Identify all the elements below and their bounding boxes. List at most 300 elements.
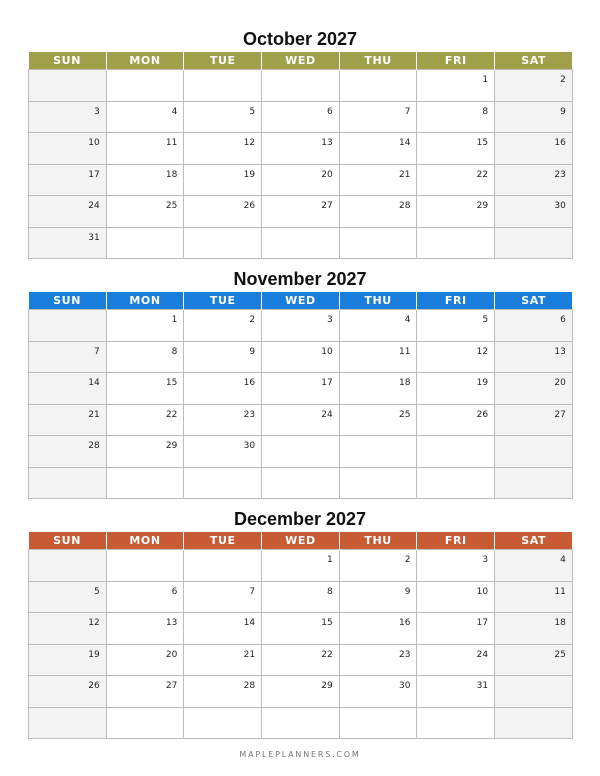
day-cell [495,404,573,436]
day-number [184,228,261,233]
day-cell [106,404,184,436]
day-number: 19 [88,649,100,660]
week-row [29,196,573,228]
day-cell [262,644,340,676]
week-row [29,581,573,613]
day-cell [495,467,573,499]
day-cell [417,196,495,228]
day-number: 3 [482,555,489,565]
day-cell [106,373,184,405]
weekday-header: SUN [29,532,107,550]
day-number: 16 [243,378,256,388]
day-cell [29,676,107,708]
day-number [184,550,261,555]
day-cell [495,373,573,405]
day-number: 30 [398,681,411,691]
weekday-header: TUE [184,532,262,550]
day-number: 11 [165,138,178,148]
day-cell [184,404,262,436]
day-cell [262,133,340,165]
day-cell [339,467,417,499]
day-cell [29,227,107,259]
day-number: 7 [249,586,256,597]
day-number [340,708,417,713]
day-cell [417,101,495,133]
day-cell [339,676,417,708]
day-number: 17 [321,378,333,388]
day-number: 12 [243,138,256,148]
day-cell [262,676,340,708]
day-cell [339,70,417,102]
week-row [29,101,573,133]
day-cell [495,707,573,739]
day-number: 19 [243,169,256,180]
day-cell [29,133,107,165]
day-cell [29,707,107,739]
day-number [107,708,184,713]
day-number [340,436,417,441]
day-cell [339,404,417,436]
day-cell [29,373,107,405]
weekday-header-row [29,292,573,310]
day-number [495,676,572,681]
day-cell [417,436,495,468]
day-cell [495,436,573,468]
day-number: 17 [88,169,100,180]
week-row [29,373,573,405]
day-cell [29,550,107,582]
day-cell [339,373,417,405]
day-cell [106,581,184,613]
day-number: 31 [88,232,100,243]
month-title: November 2027 [233,269,367,289]
day-number [107,468,184,473]
day-cell [417,404,495,436]
day-number [184,70,261,75]
day-cell [417,133,495,165]
day-cell [339,644,417,676]
day-cell [339,436,417,468]
day-cell [417,373,495,405]
day-cell [262,373,340,405]
day-number: 4 [171,106,178,117]
day-number: 25 [554,649,566,660]
day-number: 26 [476,409,489,420]
day-number: 8 [171,346,178,357]
day-cell [184,310,262,342]
week-row [29,436,573,468]
day-cell [184,164,262,196]
month-grid [28,532,573,739]
day-number: 1 [482,75,489,85]
day-cell [417,613,495,645]
week-row [29,707,573,739]
day-cell [262,613,340,645]
day-cell [29,404,107,436]
day-number [417,468,494,473]
day-number: 14 [243,618,256,628]
weekday-header: SAT [495,292,573,310]
day-number: 18 [398,378,411,388]
day-number: 19 [476,378,489,388]
day-cell [339,341,417,373]
day-number: 20 [321,169,333,180]
day-number: 18 [554,618,566,628]
day-cell [106,341,184,373]
day-number: 15 [165,378,178,388]
week-row [29,70,573,102]
day-cell [106,676,184,708]
day-number: 29 [165,441,178,451]
day-cell [262,227,340,259]
day-number: 4 [560,555,566,565]
day-cell [262,101,340,133]
weekday-header: MON [106,532,184,550]
day-cell [417,164,495,196]
day-cell [29,467,107,499]
day-number [495,708,572,713]
day-cell [106,70,184,102]
weekday-header-row [29,52,573,70]
week-row [29,644,573,676]
day-number: 28 [243,681,256,691]
day-cell [29,581,107,613]
day-cell [29,70,107,102]
day-number: 25 [398,409,411,420]
day-cell [29,341,107,373]
day-number: 1 [171,315,178,325]
month-title: October 2027 [242,29,358,49]
day-cell [29,101,107,133]
day-number: 1 [327,555,333,565]
day-number: 2 [560,75,566,85]
day-cell [184,436,262,468]
day-number [29,468,106,473]
day-cell [417,227,495,259]
day-number: 5 [482,315,489,325]
week-row [29,341,573,373]
month-calendar [28,506,572,739]
weekday-header: WED [262,292,340,310]
day-number: 2 [404,555,411,565]
month-grid [28,52,573,259]
day-cell [495,227,573,259]
day-number: 6 [171,586,178,597]
day-cell [417,676,495,708]
day-number: 25 [165,201,178,211]
day-cell [262,70,340,102]
weekday-header: THU [339,532,417,550]
day-number: 8 [482,106,489,117]
day-cell [339,550,417,582]
day-number [107,70,184,75]
day-number: 5 [249,106,256,117]
day-number: 23 [554,169,566,180]
day-number: 17 [476,618,489,628]
day-cell [106,101,184,133]
day-cell [184,341,262,373]
day-cell [495,310,573,342]
weekday-header: TUE [184,292,262,310]
day-number: 9 [404,586,411,597]
day-cell [29,644,107,676]
day-number: 26 [243,201,256,211]
day-cell [495,133,573,165]
day-cell [339,613,417,645]
day-number: 24 [88,201,100,211]
day-number [29,310,106,315]
day-cell [29,613,107,645]
day-number: 23 [243,409,256,420]
day-cell [417,581,495,613]
month-calendar [28,266,572,499]
day-number: 9 [560,106,566,117]
day-number [184,468,261,473]
day-number [262,436,339,441]
day-number: 3 [327,315,333,325]
week-row [29,227,573,259]
day-number [495,468,572,473]
day-number: 7 [404,106,411,117]
day-number [340,228,417,233]
day-cell [495,341,573,373]
day-number [262,70,339,75]
day-cell [339,133,417,165]
week-row [29,310,573,342]
month-calendar [28,26,572,259]
day-cell [184,613,262,645]
day-cell [495,550,573,582]
day-cell [495,581,573,613]
day-cell [184,676,262,708]
day-number: 6 [560,315,566,325]
weekday-header: THU [339,52,417,70]
day-number: 10 [88,138,100,148]
day-cell [417,707,495,739]
day-cell [184,227,262,259]
day-cell [106,467,184,499]
day-number: 27 [554,409,566,420]
day-number: 21 [398,169,411,180]
day-number: 20 [554,378,566,388]
day-number: 2 [249,315,256,325]
day-number: 12 [476,346,489,357]
day-cell [262,550,340,582]
weekday-header: FRI [417,532,495,550]
weekday-header: MON [106,292,184,310]
day-cell [339,707,417,739]
day-cell [339,581,417,613]
day-cell [106,164,184,196]
day-number [495,436,572,441]
day-cell [417,70,495,102]
day-cell [29,310,107,342]
weekday-header: SUN [29,52,107,70]
day-cell [106,310,184,342]
day-number: 4 [404,315,411,325]
day-number [107,228,184,233]
day-cell [106,707,184,739]
day-cell [184,133,262,165]
weekday-header: SAT [495,52,573,70]
day-number: 27 [165,681,178,691]
day-number: 26 [88,681,100,691]
weekday-header: SAT [495,532,573,550]
week-row [29,467,573,499]
day-number: 14 [88,378,100,388]
day-cell [262,196,340,228]
day-cell [106,436,184,468]
day-number: 24 [321,409,333,420]
day-number: 22 [476,169,489,180]
day-cell [417,467,495,499]
day-cell [262,310,340,342]
day-number: 10 [321,346,333,357]
day-number: 29 [321,681,333,691]
day-cell [495,164,573,196]
day-number: 21 [88,409,100,420]
weekday-header: SUN [29,292,107,310]
day-number: 7 [93,346,100,357]
month-title: December 2027 [233,509,367,529]
week-row [29,676,573,708]
day-number: 28 [398,201,411,211]
day-cell [184,196,262,228]
day-number [417,436,494,441]
day-number: 23 [398,649,411,660]
day-cell [339,196,417,228]
day-cell [495,196,573,228]
week-row [29,550,573,582]
day-number: 10 [476,586,489,597]
weekday-header: THU [339,292,417,310]
day-cell [495,676,573,708]
day-number: 13 [554,346,566,357]
day-number: 22 [165,409,178,420]
day-number: 12 [88,618,100,628]
day-cell [262,581,340,613]
day-number [184,708,261,713]
day-cell [495,613,573,645]
day-number: 18 [165,169,178,180]
day-cell [339,164,417,196]
day-cell [339,101,417,133]
day-number: 28 [88,441,100,451]
week-row [29,404,573,436]
day-cell [262,436,340,468]
day-number: 11 [554,586,566,597]
day-cell [184,644,262,676]
footer-brand: MAPLEPLANNERS.COM [239,750,361,759]
day-number [262,228,339,233]
day-number: 8 [327,586,333,597]
day-cell [417,550,495,582]
day-cell [495,70,573,102]
week-row [29,164,573,196]
day-number: 13 [165,618,178,628]
weekday-header: WED [262,52,340,70]
day-number: 9 [249,346,256,357]
weekday-header: TUE [184,52,262,70]
day-cell [106,196,184,228]
day-cell [106,644,184,676]
day-cell [184,467,262,499]
day-cell [184,581,262,613]
weekday-header-row [29,532,573,550]
day-number [417,708,494,713]
day-number: 11 [398,346,411,357]
day-cell [184,550,262,582]
day-number [29,708,106,713]
day-cell [262,341,340,373]
day-number [340,70,417,75]
day-cell [495,644,573,676]
day-cell [262,707,340,739]
day-number [262,468,339,473]
month-grid [28,292,573,499]
day-number: 27 [321,201,333,211]
day-cell [106,613,184,645]
day-cell [339,227,417,259]
day-number [107,550,184,555]
day-number: 20 [165,649,178,660]
day-number [262,708,339,713]
day-cell [417,644,495,676]
weekday-header: FRI [417,52,495,70]
day-cell [29,436,107,468]
day-number: 16 [398,618,411,628]
weekday-header: MON [106,52,184,70]
day-number: 16 [554,138,566,148]
day-number: 31 [476,681,489,691]
day-cell [29,196,107,228]
day-cell [339,310,417,342]
day-number [495,228,572,233]
day-number: 13 [321,138,333,148]
day-number: 6 [327,106,333,117]
day-number: 21 [243,649,256,660]
day-cell [262,467,340,499]
day-cell [106,550,184,582]
day-cell [106,227,184,259]
week-row [29,133,573,165]
day-number: 22 [321,649,333,660]
day-cell [29,164,107,196]
weekday-header: FRI [417,292,495,310]
day-number: 5 [93,586,100,597]
day-number [29,70,106,75]
day-number: 30 [243,441,256,451]
day-cell [262,404,340,436]
day-number [417,228,494,233]
day-cell [184,101,262,133]
day-number: 3 [93,106,100,117]
day-number: 15 [321,618,333,628]
day-cell [495,101,573,133]
day-cell [106,133,184,165]
day-cell [184,707,262,739]
day-number: 15 [476,138,489,148]
day-cell [184,70,262,102]
day-number: 24 [476,649,489,660]
week-row [29,613,573,645]
day-number: 14 [398,138,411,148]
day-cell [184,373,262,405]
day-number [340,468,417,473]
day-number [29,550,106,555]
day-number: 29 [476,201,489,211]
day-cell [417,341,495,373]
